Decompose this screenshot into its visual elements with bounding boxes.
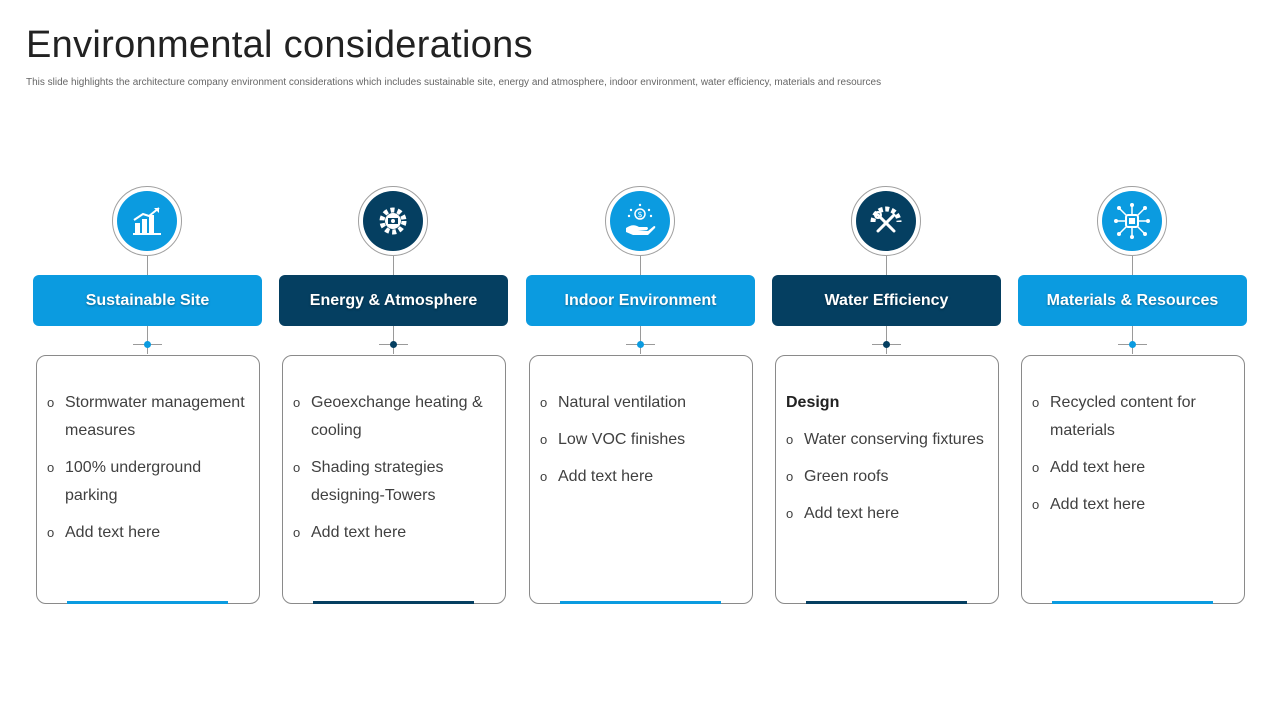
svg-text:$: $ xyxy=(637,210,643,219)
list-item: o Geoexchange heating & cooling xyxy=(293,394,483,439)
icon-circle xyxy=(605,186,675,256)
hand-money-icon xyxy=(621,202,659,240)
card-indoor-environment xyxy=(529,355,753,604)
list-item: o Stormwater management measures xyxy=(47,394,245,439)
list-item: o Add text here xyxy=(786,505,900,522)
list-item: o Add text here xyxy=(1032,459,1146,476)
list-item: o Water conserving fixtures xyxy=(786,431,984,448)
card-energy-atmosphere xyxy=(282,355,506,604)
header-sustainable-site: Sustainable Site xyxy=(33,275,262,326)
column-materials-resources xyxy=(1018,186,1248,606)
list-item: o Natural ventilation xyxy=(540,394,687,411)
icon-circle xyxy=(851,186,921,256)
page-title: Environmental considerations xyxy=(26,24,533,66)
list-item: o Add text here xyxy=(540,468,654,485)
growth-chart-icon xyxy=(129,203,165,239)
list-item: o Green roofs xyxy=(786,468,889,485)
list-item: o 100% underground parking xyxy=(47,459,202,504)
list-item: o Add text here xyxy=(293,524,407,541)
list-item: o Add text here xyxy=(47,524,161,541)
card-sustainable-site xyxy=(36,355,260,604)
header-water-efficiency: Water Efficiency xyxy=(772,275,1001,326)
card-water-efficiency xyxy=(775,355,999,604)
header-indoor-environment: Indoor Environment xyxy=(526,275,755,326)
icon-circle xyxy=(112,186,182,256)
icon-circle xyxy=(358,186,428,256)
column-sustainable-site xyxy=(33,186,263,606)
icon-circle xyxy=(1097,186,1167,256)
column-energy-atmosphere xyxy=(279,186,509,606)
card-materials-resources xyxy=(1021,355,1245,604)
column-indoor-environment xyxy=(526,186,756,606)
card-heading: Design xyxy=(786,394,840,411)
gear-tools-icon xyxy=(867,202,905,240)
list-item: o Recycled content for materials xyxy=(1032,394,1196,439)
list-item: o Low VOC finishes xyxy=(540,431,686,448)
page-subtitle: This slide highlights the architecture company environment considerations which includes sustainable site, energy and atmosphere, indoor environment, water efficiency, materials and resources xyxy=(26,77,882,88)
list-item: o Shading strategies designing-Towers xyxy=(293,459,444,504)
header-materials-resources: Materials & Resources xyxy=(1018,275,1247,326)
header-energy-atmosphere: Energy & Atmosphere xyxy=(279,275,508,326)
gear-energy-icon xyxy=(374,202,412,240)
list-item: o Add text here xyxy=(1032,496,1146,513)
network-chip-icon xyxy=(1112,201,1152,241)
column-water-efficiency xyxy=(772,186,1002,606)
